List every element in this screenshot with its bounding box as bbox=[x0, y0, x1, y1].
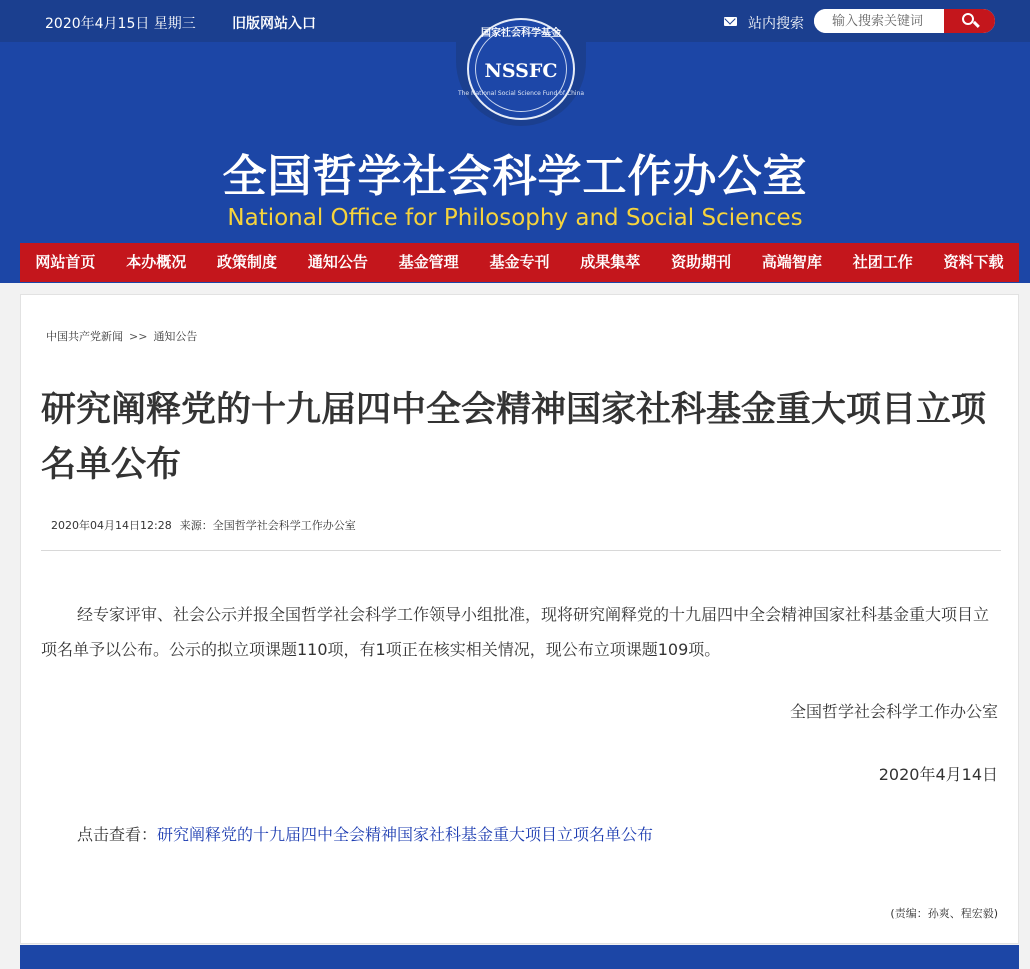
nav-item-overview[interactable]: 本办概况 bbox=[126, 253, 187, 271]
breadcrumb-item-news[interactable]: 中国共产党新闻 bbox=[46, 330, 123, 343]
logo-main-text: NSSFC bbox=[484, 60, 558, 82]
nav-item-fund-issue[interactable]: 基金专刊 bbox=[489, 253, 550, 271]
article-source: 来源：全国哲学社会科学工作办公室 bbox=[179, 519, 356, 532]
nav-item-think-tanks[interactable]: 高端智库 bbox=[761, 253, 822, 271]
search-button[interactable] bbox=[944, 9, 995, 33]
article-datetime: 2020年04月14日12:28 bbox=[51, 519, 172, 532]
footer-strip bbox=[20, 945, 1019, 969]
logo-bottom-text: The National Social Science Fund of China bbox=[457, 90, 585, 97]
breadcrumb-separator: >> bbox=[129, 330, 148, 343]
view-line bbox=[77, 822, 653, 845]
nav-item-journals[interactable]: 资助期刊 bbox=[671, 253, 732, 271]
breadcrumb-item-notices[interactable]: 通知公告 bbox=[153, 330, 198, 343]
main-nav bbox=[20, 243, 1019, 282]
site-subtitle: National Office for Philosophy and Social Sciences bbox=[227, 205, 803, 231]
article-sign-date: 2020年4月14日 bbox=[878, 765, 998, 784]
article-card bbox=[20, 294, 1019, 944]
view-list-link[interactable]: 研究阐释党的十九届四中全会精神国家社科基金重大项目立项名单公布 bbox=[157, 825, 654, 844]
logo-top-text: 国家社会科学基金 bbox=[481, 28, 561, 39]
nav-item-achievements[interactable]: 成果集萃 bbox=[580, 253, 641, 271]
article-signature: 全国哲学社会科学工作办公室 bbox=[789, 702, 998, 721]
breadcrumb bbox=[46, 328, 197, 344]
nav-item-associations[interactable]: 社团工作 bbox=[852, 253, 913, 271]
article-body: 经专家评审、社会公示并报全国哲学社会科学工作领导小组批准，现将研究阐释党的十九届四中全会精神国家社科基金重大项目立项名单予以公布。公示的拟立项课题110项，有1项正在核实相关情况，现公布立项课题109项。 bbox=[41, 605, 990, 659]
view-prefix: 点击查看： bbox=[77, 825, 158, 844]
search-icon bbox=[962, 13, 974, 25]
site-header bbox=[0, 28, 1030, 242]
search-box bbox=[814, 9, 995, 33]
nav-item-fund-management[interactable]: 基金管理 bbox=[398, 253, 459, 271]
article-meta bbox=[51, 517, 364, 533]
old-site-link[interactable]: 旧版网站入口 bbox=[232, 16, 316, 32]
search-input[interactable] bbox=[814, 9, 944, 33]
site-title: 全国哲学社会科学工作办公室 bbox=[222, 151, 808, 202]
nssfc-logo[interactable] bbox=[456, 28, 586, 126]
nav-item-policy[interactable]: 政策制度 bbox=[217, 253, 278, 271]
nav-item-home[interactable]: 网站首页 bbox=[35, 253, 96, 271]
current-date: 2020年4月15日 星期三 bbox=[45, 16, 196, 32]
mail-icon bbox=[724, 17, 737, 26]
divider bbox=[41, 550, 1001, 551]
article-editor: (责编：孙爽、程宏毅) bbox=[890, 907, 998, 920]
nav-item-downloads[interactable]: 资料下载 bbox=[943, 253, 1004, 271]
article-title: 研究阐释党的十九届四中全会精神国家社科基金重大项目立项名单公布 bbox=[41, 390, 987, 485]
nav-item-notices[interactable]: 通知公告 bbox=[307, 253, 368, 271]
search-label: 站内搜索 bbox=[748, 16, 804, 32]
